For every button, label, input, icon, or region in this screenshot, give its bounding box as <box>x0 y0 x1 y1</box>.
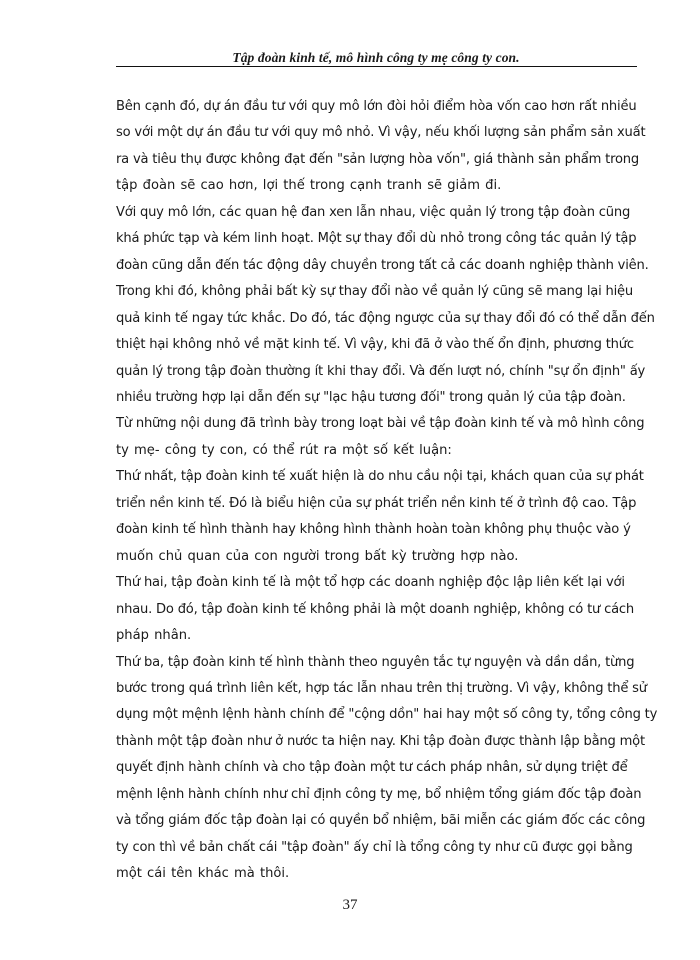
text-line: muốn chủ quan của con người trong bất kỳ trường hợp nào. <box>116 548 519 564</box>
text-line: Thứ nhất, tập đoàn kinh tế xuất hiện là do nhu cầu nội tại, khách quan của sự phát <box>116 469 644 485</box>
text-line: tập đoàn sẽ cao hơn, lợi thế trong cạnh tranh sẽ giảm đi. <box>116 178 502 194</box>
text-line: đoàn cũng dẫn đến tác động dây chuyền trong tất cả các doanh nghiệp thành viên. <box>116 257 649 273</box>
text-line: nhau. Do đó, tập đoàn kinh tế không phải là một doanh nghiệp, không có tư cách <box>116 601 634 617</box>
text-line: bước trong quá trình liên kết, hợp tác lẫn nhau trên thị trường. Vì vậy, không thể sử <box>116 680 647 696</box>
text-line: quả kinh tế ngay tức khắc. Do đó, tác động ngược của sự thay đổi đó có thể dẫn đến <box>116 310 655 326</box>
text-line: Bên cạnh đó, dự án đầu tư với quy mô lớn đòi hỏi điểm hòa vốn cao hơn rất nhiều <box>116 99 637 114</box>
text-line: so với một dự án đầu tư với quy mô nhỏ. Vì vậy, nếu khối lượng sản phẩm sản xuất <box>116 125 646 141</box>
text-line: mệnh lệnh hành chính như chỉ định công ty mẹ, bổ nhiệm tổng giám đốc tập đoàn <box>116 786 642 802</box>
text-line: đoàn kinh tế hình thành hay không hình thành hoàn toàn không phụ thuộc vào ý <box>116 522 631 538</box>
text-line: dụng một mệnh lệnh hành chính để "cộng dồn" hai hay một số công ty, tổng công ty <box>116 707 658 723</box>
header-rule <box>116 66 637 67</box>
text-line: quyết định hành chính và cho tập đoàn một tư cách pháp nhân, sử dụng triệt để <box>116 760 628 776</box>
text-line: thiệt hại không nhỏ về mặt kinh tế. Vì vậy, khi đã ở vào thế ổn định, phương thức <box>116 337 634 353</box>
body-text <box>116 94 658 888</box>
text-line: một cái tên khác mà thôi. <box>116 866 290 882</box>
text-line: Với quy mô lớn, các quan hệ đan xen lẫn nhau, việc quản lý trong tập đoàn cũng <box>116 204 631 220</box>
page-number: 37 <box>342 897 358 913</box>
text-line: Trong khi đó, không phải bất kỳ sự thay đổi nào về quản lý cũng sẽ mang lại hiệu <box>116 284 633 300</box>
text-line: triển nền kinh tế. Đó là biểu hiện của sự phát triển nền kinh tế ở trình độ cao. Tập <box>116 495 637 511</box>
text-line: khá phức tạp và kém linh hoạt. Một sự thay đổi dù nhỏ trong công tác quản lý tập <box>116 231 637 247</box>
page-header-title: Tập đoàn kinh tế, mô hình công ty mẹ công ty con. <box>232 50 520 65</box>
text-line: và tổng giám đốc tập đoàn lại có quyền bổ nhiệm, bãi miễn các giám đốc các công <box>116 813 646 829</box>
text-line: pháp nhân. <box>116 628 192 644</box>
text-line: Từ những nội dung đã trình bày trong loạt bài về tập đoàn kinh tế và mô hình công <box>116 416 645 432</box>
text-line: thành một tập đoàn như ở nước ta hiện nay. Khi tập đoàn được thành lập bằng một <box>116 733 645 749</box>
text-line: ra và tiêu thụ được không đạt đến "sản lượng hòa vốn", giá thành sản phẩm trong <box>116 151 640 167</box>
text-line: ty mẹ- công ty con, có thể rút ra một số kết luận: <box>116 442 452 458</box>
text-line: Thứ hai, tập đoàn kinh tế là một tổ hợp các doanh nghiệp độc lập liên kết lại với <box>116 575 625 591</box>
text-line: Thứ ba, tập đoàn kinh tế hình thành theo nguyên tắc tự nguyện và dần dần, từng <box>116 654 635 670</box>
text-line: ty con thì về bản chất cái "tập đoàn" ấy chỉ là tổng công ty như cũ được gọi bằng <box>116 839 633 855</box>
text-line: nhiều trường hợp lại dẫn đến sự "lạc hậu tương đối" trong quản lý của tập đoàn. <box>116 389 626 405</box>
text-line: quản lý trong tập đoàn thường ít khi thay đổi. Và đến lượt nó, chính "sự ổn định" ấy <box>116 363 646 379</box>
